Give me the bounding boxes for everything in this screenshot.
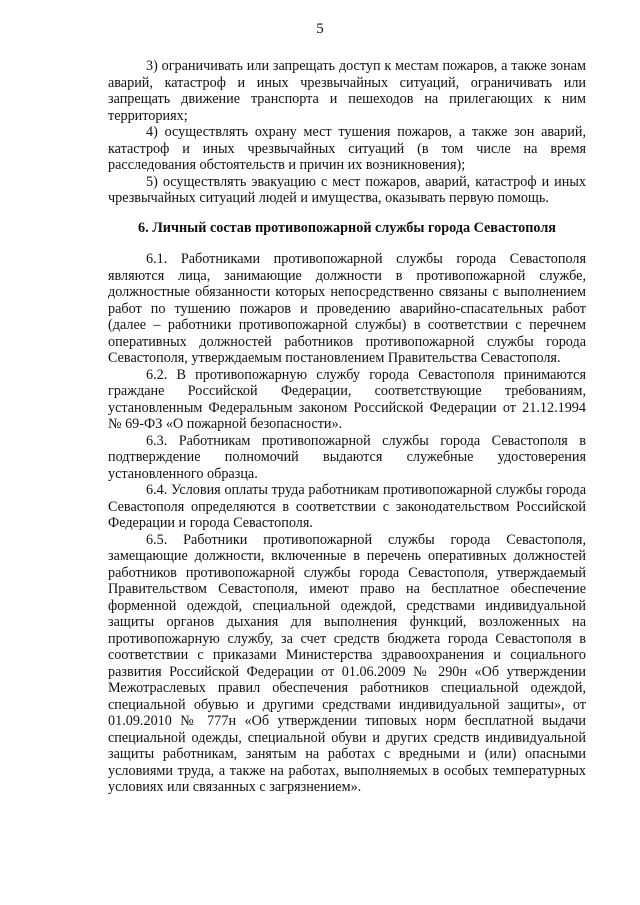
document-body [108, 58, 586, 796]
paragraph-6-1: 6.1. Работниками противопожарной службы города Севастополя являются лица, занимающие должности в противопожарной службе, должностные обязанности которых непосредственно связаны с выполнением работ по тушению пожаров и проведению аварийно-спасательных работ (далее – работники противопожарной службы) в соответствии с перечнем оперативных должностей работников противопожарной службы города Севастополя, утверждаемым постановлением Правительства Севастополя. [108, 251, 586, 366]
paragraph-6-4: 6.4. Условия оплаты труда работникам противопожарной службы города Севастополя определяются в соответствии с законодательством Российской Федерации и города Севастополя. [108, 482, 586, 531]
page-number: 5 [316, 21, 324, 37]
paragraph-6-2: 6.2. В противопожарную службу города Севастополя принимаются граждане Российской Федерации, соответствующие требованиям, установленным Федеральным законом Российской Федерации от 21.12.1994 № 69-ФЗ «О пожарной безопасности». [108, 366, 586, 432]
paragraph-6-3: 6.3. Работникам противопожарной службы города Севастополя в подтверждение полномочий выдаются служебные удостоверения установленного образца. [108, 432, 586, 482]
paragraph-item-5: 5) осуществлять эвакуацию с мест пожаров, аварий, катастроф и иных чрезвычайных ситуаций людей и имущества, оказывать первую помощь. [108, 173, 586, 206]
section-heading: 6. Личный состав противопожарной службы города Севастополя [138, 219, 556, 236]
paragraph-6-5: 6.5. Работники противопожарной службы города Севастополя, замещающие должности, включенные в перечень оперативных должностей работников противопожарной службы города Севастополя, утверждаемый Правительством Севастополя, имеют право на бесплатное обеспечение форменной одеждой, специальной одеждой, средствами индивидуальной защиты органов дыхания для выполнения функций, возложенных на противопожарную службу, за счет средств бюджета города Севастополя в соответствии с приказами Министерства здравоохранения и социального развития Российской Федерации от 01.06.2009 № 290н «Об утверждении Межотраслевых правил обеспечения работников специальной одеждой, специальной обувью и другими средствами индивидуальной защиты», от 01.09.2010 № 777н «Об утверждении типовых норм бесплатной выдачи специальной одежды, специальной обуви и других средств индивидуальной защиты работникам, занятым на работах с вредными и (или) опасными условиями труда, а также на работах, выполняемых в особых температурных условиях или связанных с загрязнением». [108, 531, 586, 795]
paragraph-item-4: 4) осуществлять охрану мест тушения пожаров, а также зон аварий, катастроф и иных чрезвычайных ситуаций (в том числе на время расследования обстоятельств и причин их возникновения); [108, 124, 586, 173]
paragraph-item-3: 3) ограничивать или запрещать доступ к местам пожаров, а также зонам аварий, катастроф и иных чрезвычайных ситуаций, ограничивать или запрещать движение транспорта и пешеходов на прилегающих к ним территориях; [108, 58, 586, 124]
